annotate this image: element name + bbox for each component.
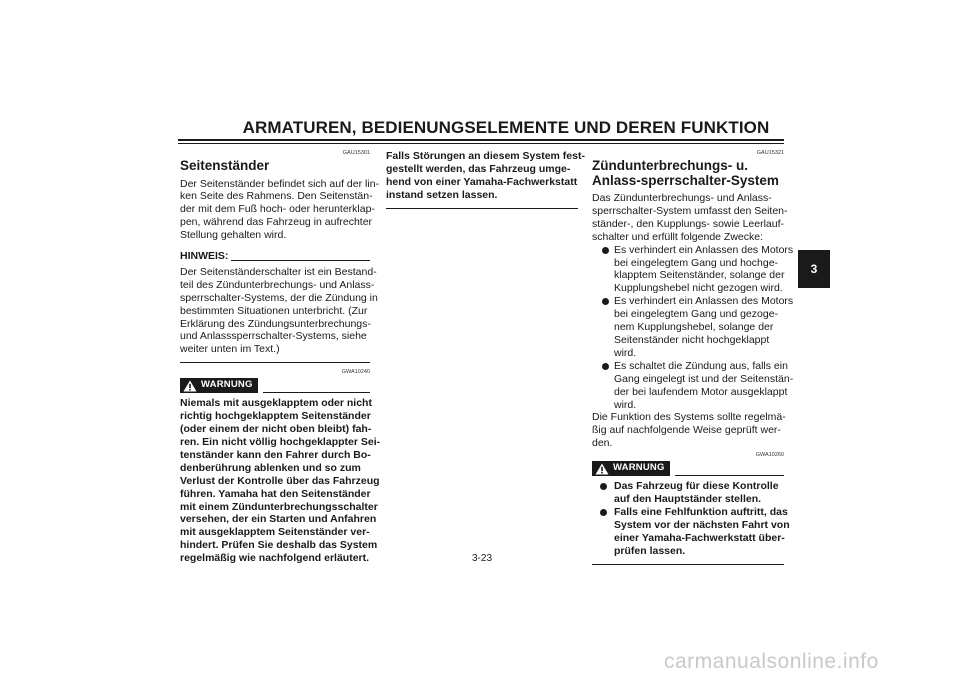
text-line: Niemals mit ausgeklapptem oder nicht: [180, 397, 372, 410]
watermark: carmanualsonline.info: [664, 650, 879, 673]
page-number: 3-23: [471, 553, 492, 564]
text-line: klapptem Seitenständer, solange der: [614, 269, 785, 282]
bullet-icon: [600, 483, 607, 490]
text-line: wird.: [614, 398, 637, 411]
text-line: Stellung gehalten wird.: [180, 229, 287, 242]
note-label: HINWEIS:: [180, 250, 229, 263]
warning-badge: [180, 378, 258, 393]
note-header: [180, 250, 370, 263]
text-line: hindert. Prüfen Sie deshalb das System: [180, 539, 378, 552]
intro-paragraph: [180, 177, 380, 243]
warning-triangle-icon: [595, 463, 609, 475]
text-line: weiter unten im Text.): [180, 343, 280, 356]
text-line: teil des Zündunterbrechungs- und Anlass-: [180, 278, 375, 291]
section-code: GAU15321: [756, 150, 784, 156]
list-item: [592, 480, 784, 506]
column-1: [180, 150, 381, 565]
column-2: [386, 150, 585, 209]
text-line: hend von einer Yamaha-Fachwerkstatt: [386, 175, 578, 188]
text-line: sperrschalter-System umfasst den Seiten-: [592, 204, 788, 217]
bullet-icon: [602, 298, 609, 305]
text-line: auf den Hauptständer stellen.: [614, 493, 762, 506]
section-code: GAU15301: [342, 150, 370, 156]
text-line: Die Funktion des Systems sollte regelmä-: [592, 411, 786, 424]
text-line: System vor der nächsten Fahrt von: [614, 518, 790, 531]
list-item: [592, 243, 794, 296]
text-line: bei eingelegtem Gang und hochge-: [614, 256, 779, 269]
text-line: schalter und erfüllt folgende Zwecke:: [592, 230, 764, 243]
text-line: sperrschalter-Systems, der die Zündung in: [180, 291, 378, 304]
note-rule: [231, 260, 370, 261]
text-line: (oder einem der nicht oben bleibt) fah-: [180, 423, 372, 436]
closing-paragraph: [592, 411, 784, 450]
warning-list: [592, 480, 790, 557]
text-line: der bei laufendem Motor ausgeklappt: [614, 385, 788, 398]
column-3: [592, 150, 794, 565]
warning-header: [592, 461, 784, 476]
text-line: Erklärung des Zündungsunterbrechungs-: [180, 317, 371, 330]
bullet-icon: [600, 509, 607, 516]
warning-code: GWA10260: [755, 452, 784, 459]
text-line: Es verhindert ein Anlassen des Motors: [614, 243, 794, 256]
bullet-icon: [602, 363, 609, 370]
text-line: ren. Ein nicht völlig hochgeklappter Sei-: [180, 436, 381, 448]
text-line: Es schaltet die Zündung aus, falls ein: [614, 359, 788, 372]
text-line: Falls eine Fehlfunktion auftritt, das: [614, 505, 788, 518]
warning-rule: [263, 392, 370, 393]
purpose-list: [592, 243, 794, 412]
warning-end-rule: [386, 208, 578, 209]
text-line: richtig hochgeklapptem Seitenständer: [180, 410, 371, 423]
warning-continuation: [386, 150, 585, 202]
warning-label: WARNUNG: [613, 462, 665, 474]
list-item: [592, 505, 790, 558]
note-end-rule: [180, 362, 370, 363]
intro-paragraph: [592, 192, 788, 244]
text-line: den.: [592, 437, 613, 450]
text-line: Der Seitenständerschalter ist ein Bestand-: [180, 265, 377, 278]
text-line: denberührung ablenken und so zum: [180, 461, 361, 474]
text-line: pen, während das Fahrzeug in aufrechter: [180, 216, 373, 229]
section-heading-zuendunterbrechung: [592, 159, 784, 188]
text-line: wird.: [614, 346, 637, 359]
text-line: der mit dem Fuß hoch- oder herunterklap-: [180, 203, 375, 216]
text-line: Der Seitenständer befindet sich auf der lin-: [180, 177, 380, 190]
title-rule-thin: [178, 143, 784, 144]
list-item: [592, 295, 794, 360]
text-line: sperrschalter-System: [640, 172, 779, 188]
text-line: führen. Yamaha hat den Seitenständer: [180, 487, 371, 500]
text-line: bestimmten Situationen unterbricht. (Zur: [180, 304, 368, 317]
text-line: mit einem Zündunterbrechungsschalter: [180, 500, 378, 513]
warning-end-rule: [592, 564, 784, 565]
warning-header: [180, 378, 370, 393]
text-line: instand setzen lassen.: [386, 188, 498, 201]
text-line: Es verhindert ein Anlassen des Motors: [614, 295, 794, 308]
warning-code: GWA10240: [341, 369, 370, 376]
text-line: Das Fahrzeug für diese Kontrolle: [614, 480, 779, 493]
text-line: Zündunterbrechungs- u. Anlass-: [592, 158, 748, 188]
text-line: regelmäßig wie nachfolgend erläutert.: [180, 552, 370, 565]
text-line: Seitenständer nicht hochgeklappt: [614, 333, 770, 346]
page-title: ARMATUREN, BEDIENUNGSELEMENTE UND DEREN FUNKTION: [242, 118, 770, 137]
title-rule: [178, 139, 784, 141]
text-line: nem Kupplungshebel, solange der: [614, 321, 774, 334]
text-line: Gang eingelegt ist und der Seitenstän-: [614, 372, 794, 385]
text-line: einer Yamaha-Fachwerkstatt über-: [614, 531, 785, 544]
warning-triangle-icon: [183, 380, 197, 392]
text-line: versehen, der ein Starten und Anfahren: [180, 513, 377, 526]
warning-rule: [675, 475, 784, 476]
text-line: und Anlasssperrschalter-Systems, siehe: [180, 330, 367, 343]
bullet-icon: [602, 247, 609, 254]
text-line: ßig auf nachfolgende Weise geprüft wer-: [592, 424, 781, 437]
text-line: ken Seite des Rahmens. Den Seitenstän-: [180, 190, 373, 203]
text-line: tenständer kann den Fahrer durch Bo-: [180, 448, 371, 461]
note-paragraph: [180, 265, 378, 356]
section-heading-seitenstaender: Seitenständer: [180, 158, 270, 173]
text-line: Falls Störungen an diesem System fest-: [386, 150, 585, 162]
list-item: [592, 359, 794, 412]
text-line: prüfen lassen.: [614, 544, 686, 557]
text-line: Verlust der Kontrolle über das Fahrzeug: [180, 474, 380, 487]
text-line: Das Zündunterbrechungs- und Anlass-: [592, 192, 772, 204]
warning-badge: [592, 461, 670, 476]
warning-label: WARNUNG: [201, 379, 253, 391]
chapter-tab: 3: [798, 250, 830, 288]
text-line: mit ausgeklapptem Seitenständer ver-: [180, 526, 370, 539]
text-line: ständer-, den Kupplungs- sowie Leerlauf-: [592, 217, 785, 230]
text-line: bei eingelegtem Gang und gezoge-: [614, 308, 779, 321]
text-line: gestellt werden, das Fahrzeug umge-: [386, 162, 571, 175]
warning-paragraph: [180, 397, 381, 565]
text-line: Kupplungshebel nicht gezogen wird.: [614, 282, 783, 295]
